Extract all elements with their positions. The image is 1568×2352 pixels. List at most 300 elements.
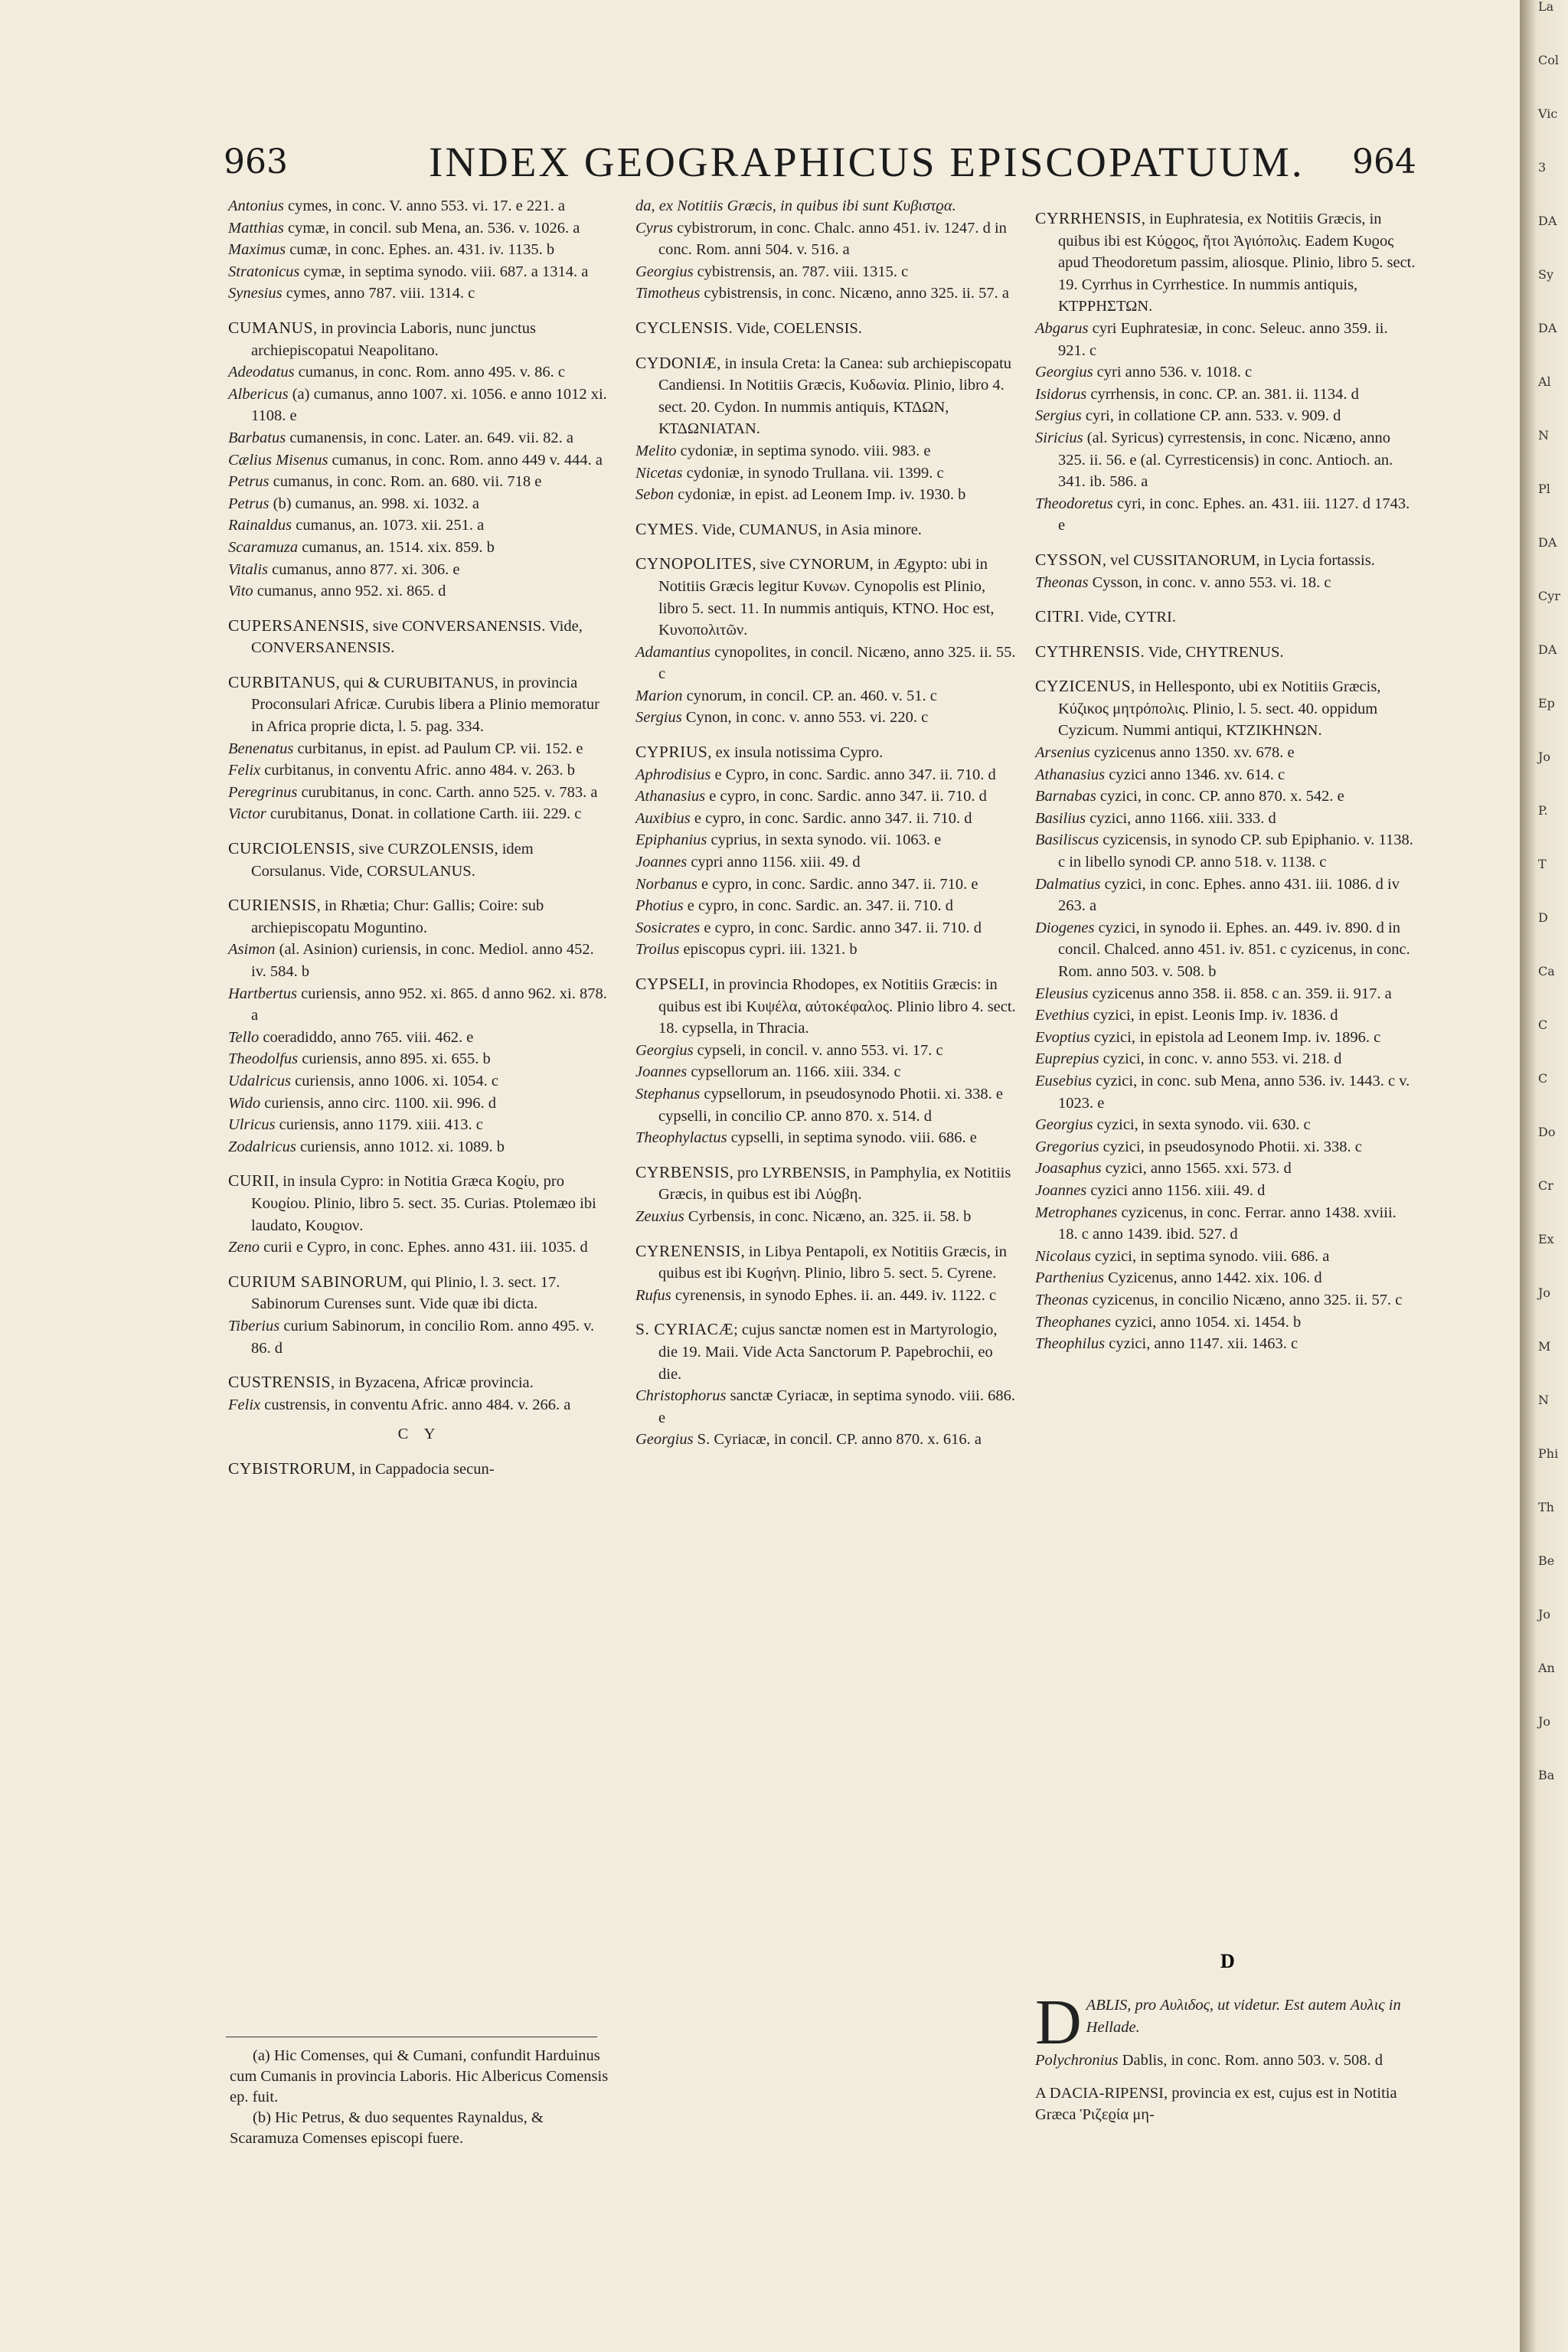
entry-text: cymes, in conc. V. anno 553. vi. 17. e 221. a bbox=[283, 198, 565, 214]
index-entry bbox=[635, 707, 1018, 729]
index-entry bbox=[635, 1285, 1018, 1307]
index-entry bbox=[635, 1040, 1018, 1062]
bishop-name: Joannes bbox=[635, 854, 688, 871]
entry-heading bbox=[1035, 549, 1418, 572]
bishop-name: Adeodatus bbox=[228, 364, 295, 381]
bishop-name: Cyrus bbox=[635, 219, 673, 237]
place-name: CYRENENSIS bbox=[635, 1241, 741, 1260]
spine-fragment: An bbox=[1538, 1661, 1555, 1675]
entry-text: , pro LYRBENSIS, in Pamphylia, ex Notitiis Græcis, in quibus est ibi Λύϱβη. bbox=[658, 1164, 1011, 1204]
bishop-name: Benenatus bbox=[228, 740, 294, 757]
index-column-3 bbox=[1035, 195, 1418, 1355]
bishop-name: Zeno bbox=[228, 1239, 260, 1256]
bishop-name: Joannes bbox=[1035, 1181, 1087, 1199]
bishop-name: Tello bbox=[228, 1028, 260, 1046]
spine-fragment: Ca bbox=[1538, 964, 1555, 978]
bishop-name: Wido bbox=[228, 1094, 261, 1112]
entry-text: cyri, in conc. Ephes. an. 431. iii. 1127. d 1743. e bbox=[1058, 495, 1410, 534]
entry-text: . Vide, CYTRI. bbox=[1080, 609, 1177, 626]
spine-fragment: DA bbox=[1538, 535, 1557, 550]
entry-heading bbox=[635, 741, 1018, 764]
index-entry bbox=[1035, 1312, 1418, 1334]
index-entry bbox=[1035, 764, 1418, 786]
entry-text: . Vide, COELENSIS. bbox=[728, 319, 862, 337]
bishop-name: Sebon bbox=[635, 486, 675, 504]
index-entry bbox=[228, 738, 611, 760]
bishop-name: Arsenius bbox=[1035, 744, 1090, 762]
bishop-name: Georgius bbox=[1035, 1116, 1093, 1134]
bishop-name: Metrophanes bbox=[1035, 1204, 1118, 1221]
entry-text: , in Byzacena, Africæ provincia. bbox=[331, 1374, 534, 1392]
bishop-name: Theonas bbox=[1035, 573, 1089, 591]
index-entry bbox=[228, 537, 611, 559]
entry-heading bbox=[635, 518, 1018, 541]
entry-text: cumanus, an. 1514. xix. 859. b bbox=[298, 538, 495, 556]
index-entry bbox=[228, 217, 611, 240]
entry-text: cyzici, anno 1147. xii. 1463. c bbox=[1105, 1335, 1298, 1353]
entry-text: cybistrensis, an. 787. viii. 1315. c bbox=[693, 263, 909, 280]
bishop-name: Cælius Misenus bbox=[228, 451, 328, 469]
index-entry bbox=[1035, 1333, 1418, 1355]
index-entry bbox=[1035, 427, 1418, 493]
entry-text: curiensis, anno 1179. xiii. 413. c bbox=[275, 1116, 483, 1134]
index-entry bbox=[1035, 1202, 1418, 1246]
entry-heading-dacia: A DACIA-RIPENSI, provincia ex est, cujus est in Notitia Græca Ῥιζεϱία μη- bbox=[1035, 2084, 1397, 2124]
index-entry bbox=[635, 1429, 1018, 1451]
entry-text: cyrrhensis, in conc. CP. an. 381. ii. 1134. d bbox=[1086, 385, 1359, 403]
bishop-name: Scaramuza bbox=[228, 538, 299, 556]
entry-text: , qui Plinio, l. 3. sect. 17. Sabinorum Curenses sunt. Vide quæ ibi dicta. bbox=[251, 1273, 560, 1313]
place-name: CYRRHENSIS bbox=[1035, 209, 1142, 227]
entry-text: curubitanus, in conc. Carth. anno 525. v. 783. a bbox=[297, 783, 598, 801]
index-entry bbox=[635, 764, 1018, 786]
bishop-name: Ulricus bbox=[228, 1116, 276, 1134]
entry-text: Dablis, in conc. Rom. anno 503. v. 508. d bbox=[1118, 2052, 1383, 2069]
entry-text: cumanus, in conc. Rom. anno 495. v. 86. c bbox=[294, 364, 565, 381]
entry-heading bbox=[228, 1170, 611, 1236]
index-entry bbox=[1035, 742, 1418, 764]
index-entry bbox=[635, 261, 1018, 283]
bishop-name: Sergius bbox=[635, 709, 682, 727]
index-entry bbox=[1035, 384, 1418, 406]
bishop-name: Timotheus bbox=[635, 285, 701, 302]
spine-fragment: Jo bbox=[1538, 1607, 1551, 1622]
spine-fragment: N bbox=[1538, 428, 1549, 443]
entry-text: curiensis, anno 1012. xi. 1089. b bbox=[296, 1138, 505, 1155]
entry-heading bbox=[228, 1271, 611, 1315]
spine-fragment: DA bbox=[1538, 321, 1557, 335]
bishop-name: Theonas bbox=[1035, 1291, 1089, 1308]
entry-heading bbox=[228, 894, 611, 939]
bishop-name: Auxibius bbox=[635, 809, 691, 827]
entry-text: cydoniæ, in septima synodo. viii. 983. e bbox=[676, 442, 931, 459]
index-entry bbox=[228, 471, 611, 493]
index-entry bbox=[228, 1236, 611, 1259]
bishop-name: Joannes bbox=[635, 1063, 688, 1081]
index-entry bbox=[228, 983, 611, 1027]
entry-text: e cypro, in conc. Sardic. anno 347. ii. 710. d bbox=[690, 809, 972, 827]
bishop-name: Sergius bbox=[1035, 407, 1082, 425]
entry-heading bbox=[228, 1458, 611, 1481]
index-entry bbox=[1035, 1004, 1418, 1027]
entry-text: cyzici, in septima synodo. viii. 686. a bbox=[1090, 1247, 1330, 1265]
place-name: CUSTRENSIS bbox=[228, 1373, 332, 1392]
entry-text: cypselli, in septima synodo. viii. 686. e bbox=[727, 1129, 977, 1147]
entry-text: curium Sabinorum, in concilio Rom. anno 495. v. 86. d bbox=[251, 1317, 595, 1357]
entry-heading bbox=[635, 553, 1018, 641]
entry-text: cypsellorum, in pseudosynodo Photii. xi. 338. e cypselli, in concilio CP. anno 870. x. 514. d bbox=[658, 1085, 1004, 1125]
entry-text: , qui & CURUBITANUS, in provincia Proconsulari Africæ. Curubis libera a Plinio memoratur in Africa proprie dicta, l. 5. pag. 334. bbox=[251, 674, 599, 736]
entry-text: cybistrorum, in conc. Chalc. anno 451. iv. 1247. d in conc. Rom. anni 504. v. 516. a bbox=[658, 219, 1007, 259]
entry-text: cyrenensis, in synodo Ephes. ii. an. 449. iv. 1122. c bbox=[671, 1286, 997, 1304]
index-entry bbox=[228, 1070, 611, 1093]
index-entry bbox=[228, 559, 611, 581]
entry-text: coeradiddo, anno 765. viii. 462. e bbox=[259, 1028, 474, 1046]
spine-fragment: M bbox=[1538, 1339, 1551, 1354]
bishop-name: Rainaldus bbox=[228, 517, 292, 534]
entry-text: cynopolites, in concil. Nicæno, anno 325. ii. 55. c bbox=[658, 643, 1016, 683]
entry-text: cyri anno 536. v. 1018. c bbox=[1093, 364, 1253, 381]
spine-fragment: C bbox=[1538, 1071, 1548, 1086]
entry-text: cyzici, in epist. Leonis Imp. iv. 1836. d bbox=[1089, 1007, 1338, 1024]
index-entry bbox=[1035, 318, 1418, 361]
index-entry bbox=[635, 895, 1018, 917]
bishop-name: Theophanes bbox=[1035, 1313, 1112, 1331]
bishop-name: Petrus bbox=[228, 473, 270, 491]
entry-text: cyzici, anno 1565. xxi. 573. d bbox=[1101, 1160, 1292, 1178]
spine-fragment: Ex bbox=[1538, 1232, 1554, 1246]
entry-text: cumanus, in conc. Rom. an. 680. vii. 718 e bbox=[269, 473, 542, 491]
entry-text: , in insula Cypro: in Notitia Græca Κοϱίυ, pro Κουϱίου. Plinio, libro 5. sect. 35. Curias. Ptolemæo ibi laudato, Κουϱιον. bbox=[251, 1173, 596, 1234]
bishop-name: Eusebius bbox=[1035, 1072, 1093, 1089]
spine-fragment: Ep bbox=[1538, 696, 1555, 710]
spine-fragment: Phi bbox=[1538, 1446, 1559, 1461]
index-entry bbox=[1035, 808, 1418, 830]
bishop-name: Felix bbox=[228, 762, 261, 779]
bishop-name: Matthias bbox=[228, 219, 284, 237]
spine-fragment: C bbox=[1538, 1018, 1548, 1032]
bishop-name: Troilus bbox=[635, 941, 680, 959]
bishop-name: Evoptius bbox=[1035, 1028, 1090, 1046]
index-entry bbox=[1035, 1070, 1418, 1114]
entry-text: cyzicenus anno 358. ii. 858. c an. 359. ii. 917. a bbox=[1088, 985, 1392, 1002]
bishop-name: Vito bbox=[228, 583, 253, 600]
entry-heading bbox=[1035, 207, 1418, 318]
section-divider: C Y bbox=[397, 1426, 442, 1443]
index-entry bbox=[1035, 2050, 1418, 2072]
facing-page-edge bbox=[1520, 0, 1568, 2352]
spine-fragment: T bbox=[1538, 857, 1547, 871]
place-name: CURIENSIS bbox=[228, 896, 317, 915]
entry-text: S. Cyriacæ, in concil. CP. anno 870. x. 616. a bbox=[693, 1431, 982, 1449]
place-name: CITRI bbox=[1035, 607, 1080, 626]
bishop-name: Barbatus bbox=[228, 429, 286, 446]
entry-text: curii e Cypro, in conc. Ephes. anno 431. iii. 1035. d bbox=[260, 1239, 588, 1256]
entry-heading bbox=[228, 671, 611, 738]
index-entry bbox=[1035, 1289, 1418, 1312]
index-entry bbox=[228, 1136, 611, 1158]
spine-fragment: DA bbox=[1538, 642, 1557, 657]
bishop-name: Sosicrates bbox=[635, 919, 701, 936]
index-entry bbox=[635, 195, 1018, 217]
entry-text: cumæ, in conc. Ephes. an. 431. iv. 1135. b bbox=[286, 241, 555, 259]
bishop-name: Parthenius bbox=[1035, 1269, 1104, 1287]
index-entry bbox=[635, 1083, 1018, 1127]
bishop-name: Georgius bbox=[635, 1041, 694, 1059]
bishop-name: Polychronius bbox=[1035, 2052, 1119, 2069]
spine-fragment: La bbox=[1538, 0, 1554, 14]
index-entry bbox=[635, 874, 1018, 896]
index-entry bbox=[635, 1206, 1018, 1228]
entry-text: cypri anno 1156. xiii. 49. d bbox=[687, 854, 861, 871]
entry-text: Cyzicenus, anno 1442. xix. 106. d bbox=[1103, 1269, 1322, 1287]
index-entry bbox=[228, 760, 611, 782]
index-entry bbox=[228, 782, 611, 804]
entry-text: (al. Asinion) curiensis, in conc. Mediol. anno 452. iv. 584. b bbox=[251, 941, 594, 980]
spine-fragment: P. bbox=[1538, 803, 1548, 818]
bishop-name: Siricius bbox=[1035, 429, 1083, 446]
place-name: CYRBENSIS bbox=[635, 1162, 730, 1181]
entry-text: curiensis, anno 895. xi. 655. b bbox=[298, 1050, 491, 1068]
entry-text: cyzici, in epistola ad Leonem Imp. iv. 1896. c bbox=[1089, 1028, 1381, 1046]
entry-text: cumanus, in conc. Rom. anno 449 v. 444. a bbox=[328, 451, 603, 469]
bishop-name: Rufus bbox=[635, 1286, 671, 1304]
place-name: CURBITANUS bbox=[228, 672, 336, 691]
entry-heading bbox=[228, 615, 611, 659]
index-column-1 bbox=[228, 195, 611, 1480]
bishop-name: Joasaphus bbox=[1035, 1160, 1102, 1178]
footnote: (b) Hic Petrus, & duo sequentes Raynaldus, & Scaramuza Comenses episcopi fuere. bbox=[230, 2109, 544, 2147]
entry-text: cypsellorum an. 1166. xiii. 334. c bbox=[687, 1063, 901, 1081]
index-entry bbox=[1035, 493, 1418, 537]
spine-fragment: N bbox=[1538, 1393, 1549, 1407]
spine-fragment: Th bbox=[1538, 1500, 1554, 1514]
entry-text: Cynon, in conc. v. anno 553. vi. 220. c bbox=[681, 709, 929, 727]
index-entry bbox=[228, 1114, 611, 1136]
entry-text: e cypro, in conc. Sardic. an. 347. ii. 710. d bbox=[683, 897, 954, 915]
index-entry bbox=[635, 283, 1018, 305]
index-entry bbox=[228, 1048, 611, 1070]
entry-heading bbox=[635, 352, 1018, 440]
bishop-name: Gregorius bbox=[1035, 1138, 1099, 1155]
bishop-name: Evethius bbox=[1035, 1007, 1089, 1024]
page-number-left: 963 bbox=[224, 142, 288, 181]
index-entry bbox=[1035, 917, 1418, 983]
entry-heading bbox=[635, 973, 1018, 1040]
entry-text: (al. Syricus) cyrrestensis, in conc. Nicæno, anno 325. ii. 56. e (al. Cyrresticensis) in conc. Antioch. an. 341. ib. 586. a bbox=[1058, 429, 1393, 491]
bishop-name: Christophorus bbox=[635, 1387, 727, 1405]
entry-text: custrensis, in conventu Afric. anno 484. v. 266. a bbox=[260, 1396, 571, 1413]
bishop-name: Synesius bbox=[228, 285, 283, 302]
entry-text: cyzici anno 1346. xv. 614. c bbox=[1105, 766, 1285, 783]
place-name: CUPERSANENSIS bbox=[228, 616, 365, 635]
index-entry bbox=[635, 829, 1018, 851]
spine-fragment: Ba bbox=[1538, 1768, 1555, 1782]
entry-text: cumanus, anno 952. xi. 865. d bbox=[253, 583, 446, 600]
bishop-name: Petrus bbox=[228, 495, 270, 512]
entry-text: ; cujus sanctæ nomen est in Martyrologio, die 19. Maii. Vide Acta Sanctorum P. Papebrochii, eo die. bbox=[658, 1321, 998, 1383]
index-entry bbox=[635, 851, 1018, 874]
bishop-name: Felix bbox=[228, 1396, 261, 1413]
entry-heading-dablis: ABLIS, pro Αυλιδος, ut videtur. Est autem Αυλις in Hellade. bbox=[1086, 1997, 1401, 2036]
entry-text: cydoniæ, in synodo Trullana. vii. 1399. c bbox=[682, 464, 944, 482]
entry-heading bbox=[635, 317, 1018, 340]
place-name: CURII bbox=[228, 1171, 276, 1191]
entry-text: cumanensis, in conc. Later. an. 649. vii. 82. a bbox=[286, 429, 573, 446]
place-name: S. CYRIACÆ bbox=[635, 1320, 734, 1339]
spine-fragment: Pl bbox=[1538, 482, 1550, 496]
entry-text: cyzici, anno 1166. xiii. 333. d bbox=[1086, 809, 1276, 827]
index-entry bbox=[635, 808, 1018, 830]
bishop-name: Maximus bbox=[228, 241, 286, 259]
place-name: CYPRIUS bbox=[635, 743, 708, 762]
index-column-2 bbox=[635, 195, 1018, 1451]
page-number-right: 964 bbox=[1352, 142, 1416, 181]
place-name: CURIUM SABINORUM bbox=[228, 1272, 403, 1291]
entry-text: Cyrbensis, in conc. Nicæno, an. 325. ii. 58. b bbox=[684, 1207, 972, 1225]
entry-text: cymæ, in concil. sub Mena, an. 536. v. 1026. a bbox=[283, 219, 580, 237]
entry-text: cyzici, in conc. sub Mena, anno 536. iv. 1443. c v. 1023. e bbox=[1058, 1072, 1410, 1112]
place-name: CURCIOLENSIS bbox=[228, 839, 351, 858]
bishop-name: Peregrinus bbox=[228, 783, 298, 801]
entry-text: cyzicenus, in conc. Ferrar. anno 1438. xviii. 18. c anno 1439. ibid. 527. d bbox=[1058, 1204, 1396, 1243]
bishop-name: Marion bbox=[635, 687, 683, 704]
place-name: CYPSELI bbox=[635, 975, 705, 993]
entry-text: cypseli, in concil. v. anno 553. vi. 17. c bbox=[693, 1041, 943, 1059]
spine-fragment: 3 bbox=[1538, 160, 1547, 175]
index-entry bbox=[228, 195, 611, 217]
place-name: CUMANUS bbox=[228, 318, 314, 337]
bishop-name: Abgarus bbox=[1035, 319, 1089, 337]
index-entry bbox=[635, 1061, 1018, 1083]
entry-heading bbox=[635, 1161, 1018, 1206]
spine-fragment: Al bbox=[1538, 374, 1551, 389]
spine-fragment: Jo bbox=[1538, 750, 1551, 764]
bishop-name: Udalricus bbox=[228, 1072, 291, 1089]
index-entry bbox=[635, 462, 1018, 485]
entry-heading bbox=[635, 1318, 1018, 1385]
entry-text: cyzicenus anno 1350. xv. 678. e bbox=[1089, 744, 1295, 762]
bishop-name: Asimon bbox=[228, 941, 276, 959]
footnote: (a) Hic Comenses, qui & Cumani, confundit Harduinus cum Cumanis in provincia Laboris. Hic Albericus Comensis ep. fuit. bbox=[230, 2047, 609, 2105]
index-entry bbox=[1035, 1267, 1418, 1289]
entry-text: cyzici, in synodo ii. Ephes. an. 449. iv. 890. d in concil. Chalced. anno 451. iv. 851. c cyzicenus, in conc. Rom. anno 503. v. 508. b bbox=[1058, 919, 1410, 980]
index-entry bbox=[228, 261, 611, 283]
entry-text: da, ex Notitiis Græcis, in quibus ibi sunt Κυβιστϱα. bbox=[635, 198, 956, 214]
index-entry bbox=[1035, 1180, 1418, 1202]
bishop-name: Tiberius bbox=[228, 1317, 280, 1334]
index-entry bbox=[635, 440, 1018, 462]
bishop-name: Georgius bbox=[635, 1431, 694, 1449]
spine-fragment: Vic bbox=[1538, 106, 1558, 121]
index-entry bbox=[228, 1315, 611, 1359]
page-title: INDEX GEOGRAPHICUS EPISCOPATUUM. bbox=[429, 139, 1305, 185]
index-entry bbox=[1035, 786, 1418, 808]
index-entry bbox=[635, 786, 1018, 808]
spine-fragment: Jo bbox=[1538, 1714, 1551, 1729]
bishop-name: Adamantius bbox=[635, 643, 710, 661]
bishop-name: Dalmatius bbox=[1035, 875, 1101, 893]
entry-text: , in Hellesponto, ubi ex Notitiis Græcis, Κύζικος μητρόπολις. Plinio, l. 5. sect. 40. oppidum Cyzicum. Nummi antiqui, ΚΤΖΙΚΗΝΩΝ. bbox=[1058, 678, 1381, 740]
index-entry bbox=[228, 803, 611, 825]
entry-text: e Cypro, in conc. Sardic. anno 347. ii. 710. d bbox=[710, 766, 996, 783]
entry-text: cyprius, in sexta synodo. vii. 1063. e bbox=[707, 831, 942, 849]
drop-cap: D bbox=[1035, 1987, 1082, 2058]
entry-text: cyzici, in pseudosynodo Photii. xi. 338. c bbox=[1099, 1138, 1362, 1155]
bishop-name: Basilius bbox=[1035, 809, 1086, 827]
index-entry bbox=[1035, 874, 1418, 917]
place-name: CYZICENUS bbox=[1035, 677, 1132, 696]
index-entry bbox=[635, 939, 1018, 961]
entry-text: . Vide, CUMANUS, in Asia minore. bbox=[694, 521, 922, 538]
index-entry bbox=[228, 580, 611, 603]
spine-fragment: Do bbox=[1538, 1125, 1556, 1139]
place-name: CYSSON bbox=[1035, 550, 1102, 569]
bishop-name: Georgius bbox=[635, 263, 694, 280]
entry-text: cyzici, in conc. Ephes. anno 431. iii. 1086. d iv 263. a bbox=[1058, 875, 1400, 915]
entry-text: cyzici anno 1156. xiii. 49. d bbox=[1086, 1181, 1266, 1199]
bishop-name: Melito bbox=[635, 442, 677, 459]
index-entry bbox=[228, 361, 611, 384]
entry-text: cybistrensis, in conc. Nicæno, anno 325. ii. 57. a bbox=[700, 285, 1009, 302]
entry-text: curiensis, anno 1006. xi. 1054. c bbox=[291, 1072, 499, 1089]
entry-text: , in Cappadocia secun- bbox=[351, 1460, 495, 1478]
entry-heading bbox=[1035, 675, 1418, 742]
place-name: CYBISTRORUM bbox=[228, 1459, 351, 1478]
section-letter: D bbox=[1220, 1950, 1235, 1972]
bishop-name: Zodalricus bbox=[228, 1138, 296, 1155]
spine-fragment: Be bbox=[1538, 1553, 1555, 1568]
spine-fragment: Sy bbox=[1538, 267, 1553, 282]
entry-text: cumanus, an. 1073. xii. 251. a bbox=[292, 517, 485, 534]
bishop-name: Isidorus bbox=[1035, 385, 1087, 403]
bishop-name: Georgius bbox=[1035, 364, 1093, 381]
bishop-name: Diogenes bbox=[1035, 919, 1095, 936]
index-entry bbox=[1035, 1027, 1418, 1049]
bishop-name: Theodoretus bbox=[1035, 495, 1113, 512]
index-entry bbox=[635, 1385, 1018, 1429]
place-name: CYDONIÆ bbox=[635, 353, 717, 372]
bishop-name: Stephanus bbox=[635, 1085, 701, 1102]
bishop-name: Aphrodisius bbox=[635, 766, 711, 783]
index-entry bbox=[228, 427, 611, 449]
index-entry bbox=[1035, 1114, 1418, 1136]
bishop-name: Photius bbox=[635, 897, 684, 915]
entry-text: , vel CUSSITANORUM, in Lycia fortassis. bbox=[1102, 551, 1375, 569]
entry-text: cynorum, in concil. CP. an. 460. v. 51. c bbox=[682, 687, 937, 704]
bishop-name: Barnabas bbox=[1035, 788, 1096, 805]
bishop-name: Albericus bbox=[228, 385, 289, 403]
entry-text: cymæ, in septima synodo. viii. 687. a 1314. a bbox=[299, 263, 589, 280]
index-entry bbox=[228, 1027, 611, 1049]
entry-heading bbox=[635, 1240, 1018, 1285]
bishop-name: Hartbertus bbox=[228, 985, 297, 1002]
bishop-name: Theophilus bbox=[1035, 1335, 1106, 1353]
entry-text: e cypro, in conc. Sardic. anno 347. ii. 710. d bbox=[705, 788, 987, 805]
entry-text: , sive CYNORUM, in Ægypto: ubi in Notitiis Græcis legitur Κυνων. Cynopolis est Plinio, libro 5. sect. 11. In nummis antiquis, ΚΤΝΟ. Hoc est, Κυνοπολιτῶν. bbox=[658, 556, 995, 639]
entry-text: , in insula Creta: la Canea: sub archiepiscopatu Candiensi. In Notitiis Græcis, Κυδωνία. Plinio, libro 4. sect. 20. Cydon. In nummis antiquis, ΚΤΔΩΝ, ΚΤΔΩΝΙΑΤΑΝ. bbox=[658, 354, 1012, 438]
entry-heading bbox=[228, 838, 611, 882]
entry-text: cumanus, anno 877. xi. 306. e bbox=[268, 560, 460, 578]
entry-text: cyri, in collatione CP. ann. 533. v. 909. d bbox=[1081, 407, 1341, 425]
entry-text: cyzicensis, in synodo CP. sub Epiphanio. v. 1138. c in libello synodi CP. anno 518. v. 1138. c bbox=[1058, 831, 1413, 871]
entry-text: cyzici, in conc. v. anno 553. vi. 218. d bbox=[1099, 1050, 1342, 1068]
place-name: CYTHRENSIS bbox=[1035, 642, 1141, 661]
entry-text: curiensis, anno 952. xi. 865. d anno 962. xi. 878. a bbox=[251, 985, 607, 1024]
index-entry bbox=[228, 449, 611, 472]
entry-text: cyzicenus, in concilio Nicæno, anno 325. ii. 57. c bbox=[1088, 1291, 1403, 1308]
index-entry bbox=[228, 1394, 611, 1416]
